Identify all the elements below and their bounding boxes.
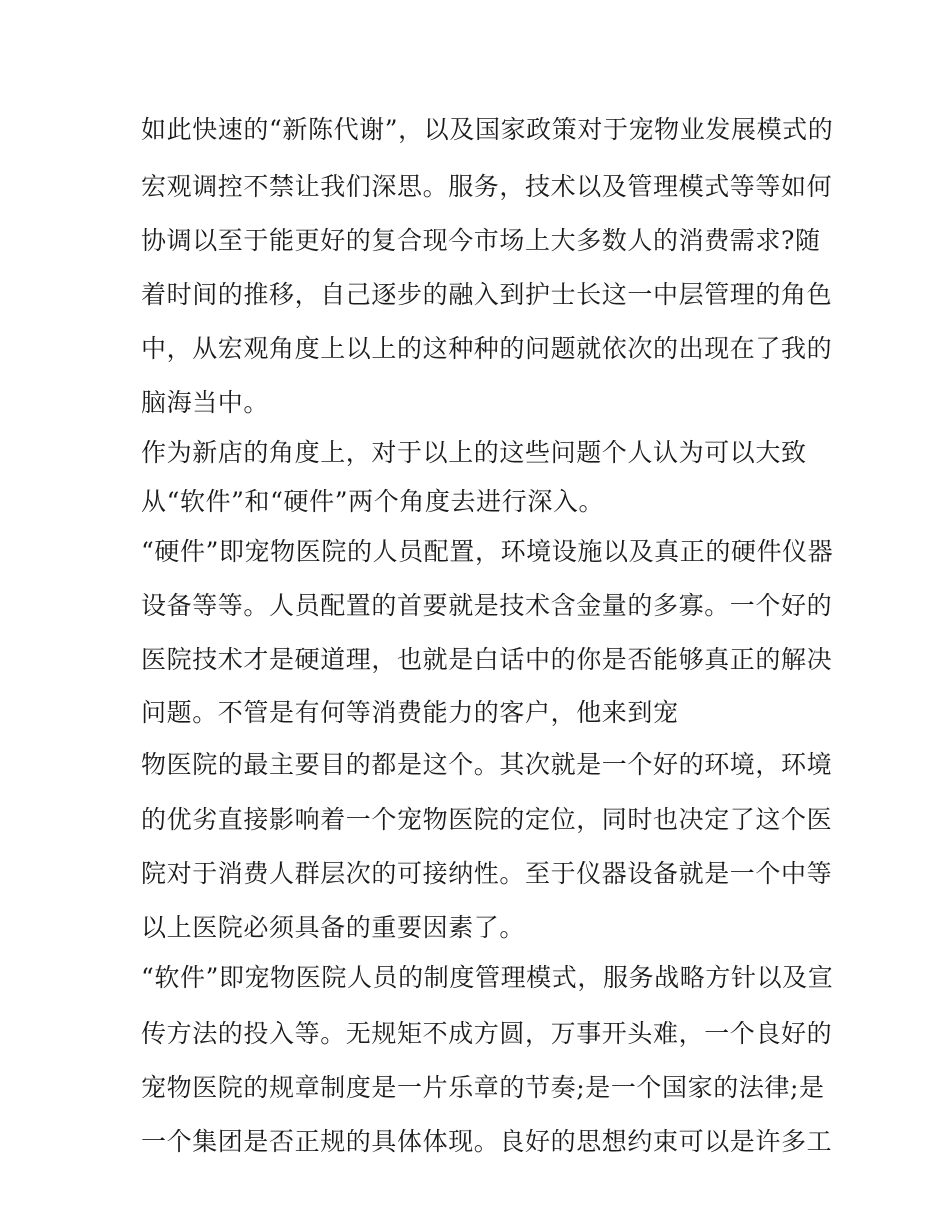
- text-line: 传方法的投入等。无规矩不成方圆，万事开头难，一个良好的: [141, 1019, 833, 1048]
- text-line: 医院技术才是硬道理，也就是白话中的你是否能够真正的解决: [141, 645, 833, 674]
- text-line: “硬件”即宠物医院的人员配置，环境设施以及真正的硬件仪器: [141, 537, 834, 566]
- text-line: 的优劣直接影响着一个宠物医院的定位，同时也决定了这个医: [141, 805, 833, 834]
- text-line: 中，从宏观角度上以上的这种种的问题就依次的出现在了我的: [141, 334, 833, 363]
- text-line: 院对于消费人群层次的可接纳性。至于仪器设备就是一个中等: [141, 859, 833, 888]
- text-line: 物医院的最主要目的都是这个。其次就是一个好的环境，环境: [141, 750, 833, 779]
- text-line: 着时间的推移，自己逐步的融入到护士长这一中层管理的角色: [141, 280, 833, 309]
- text-line: “软件”即宠物医院人员的制度管理模式，服务战略方针以及宣: [141, 963, 834, 992]
- text-line: 宠物医院的规章制度是一片乐章的节奏;是一个国家的法律;是: [141, 1073, 825, 1102]
- text-line: 设备等等。人员配置的首要就是技术含金量的多寡。一个好的: [141, 591, 833, 620]
- text-line: 以上医院必须具备的重要因素了。: [141, 913, 526, 942]
- text-line: 脑海当中。: [141, 388, 270, 417]
- text-line: 如此快速的“新陈代谢”，以及国家政策对于宠物业发展模式的: [141, 115, 834, 144]
- text-line: 作为新店的角度上，对于以上的这些问题个人认为可以大致: [141, 438, 807, 467]
- text-line: 从“软件”和“硬件”两个角度去进行深入。: [141, 487, 605, 516]
- text-line: 宏观调控不禁让我们深思。服务，技术以及管理模式等等如何: [141, 172, 833, 201]
- text-line: 协调以至于能更好的复合现今市场上大多数人的消费需求?随: [141, 226, 821, 255]
- text-line: 问题。不管是有何等消费能力的客户，他来到宠: [141, 698, 679, 727]
- text-line: 一个集团是否正规的具体体现。良好的思想约束可以是许多工: [141, 1127, 833, 1156]
